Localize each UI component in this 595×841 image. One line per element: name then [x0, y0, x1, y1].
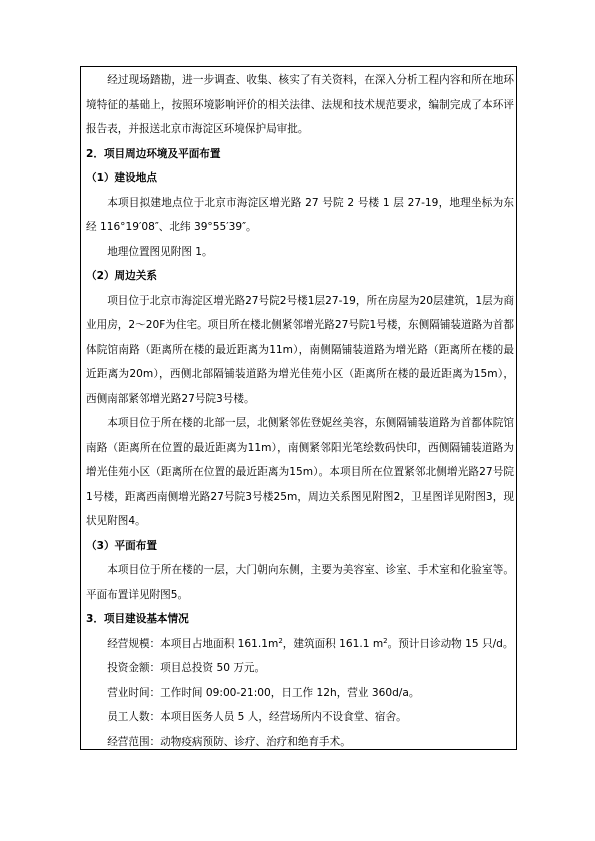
- subheading-surroundings: （2）周边关系: [86, 270, 157, 282]
- business-range-paragraph: 经营范围：动物疫病预防、诊疗、治疗和绝育手术。: [107, 735, 351, 748]
- scale-paragraph: [86, 632, 514, 657]
- scale-text-a: 经营规模：本项目占地面积 161.1m: [107, 637, 279, 650]
- section-heading-2: 2．项目周边环境及平面布置: [86, 147, 221, 160]
- surroundings-paragraph-2: 本项目位于所在楼的北部一层，北侧紧邻佐登妮丝美容，东侧隔铺装道路为首都体院馆南路（距离所在位置的最近距离为11m），南侧紧邻阳光笔绘数码快印，西侧隔铺装道路为增光佳苑小区（距离所在位置的最近距离为15m）。本项目所在位置紧邻北侧增光路27号院1号楼，距离西南侧增光路27号院3号楼25m，周边关系图见附图2，卫星图详见附图3，现状见附图4。: [86, 417, 514, 527]
- scale-sup-1: 2: [278, 636, 283, 645]
- subheading-layout: （3）平面布置: [86, 539, 157, 552]
- surroundings-paragraph-1: 项目位于北京市海淀区增光路27号院2号楼1层27-19，所在房屋为20层建筑，1层为商业用房，2～20F为住宅。项目所在楼北侧紧邻增光路27号院1号楼，东侧隔铺装道路为首都体院馆南路（距离所在楼的最近距离为11m），南侧隔铺装道路为增光路（距离所在楼的最近距离为20m），西侧北部隔铺装道路为增光佳苑小区（距离所在楼的最近距离为15m），西侧南部紧邻增光路27号院3号楼。: [86, 294, 514, 405]
- hours-paragraph: 营业时间：工作时间 09:00-21:00，日工作 12h，营业 360d/a。: [107, 686, 420, 699]
- section-heading-3: 3．项目建设基本情况: [86, 613, 189, 625]
- intro-paragraph: 经过现场踏勘，进一步调查、收集、核实了有关资料，在深入分析工程内容和所在地环境特征的基础上，按照环境影响评价的相关法律、法规和技术规范要求，编制完成了本环评报告表，并报送北京市海淀区环境保护局审批。: [86, 74, 514, 135]
- layout-paragraph: 本项目位于所在楼的一层，大门朝向东侧，主要为美容室、诊室、手术室和化验室等。平面布置详见附图5。: [86, 564, 514, 601]
- scale-sup-2: 2: [383, 636, 388, 645]
- staff-paragraph: 员工人数：本项目医务人员 5 人，经营场所内不设食堂、宿舍。: [107, 711, 407, 723]
- scale-text-c: 。预计日诊动物 15 只/d。: [387, 637, 514, 650]
- scale-text-b: ，建筑面积 161.1 m: [282, 637, 384, 650]
- location-paragraph: 本项目拟建地点位于北京市海淀区增光路 27 号院 2 号楼 1 层 27-19，地理坐标为东经 116°19′08″、北纬 39°55′39″。: [86, 196, 514, 233]
- subheading-location: （1）建设地点: [86, 172, 157, 184]
- document-body: [86, 68, 514, 754]
- investment-paragraph: 投资金额：项目总投资 50 万元。: [107, 662, 266, 674]
- location-figure-note: 地理位置图见附图 1。: [107, 245, 213, 258]
